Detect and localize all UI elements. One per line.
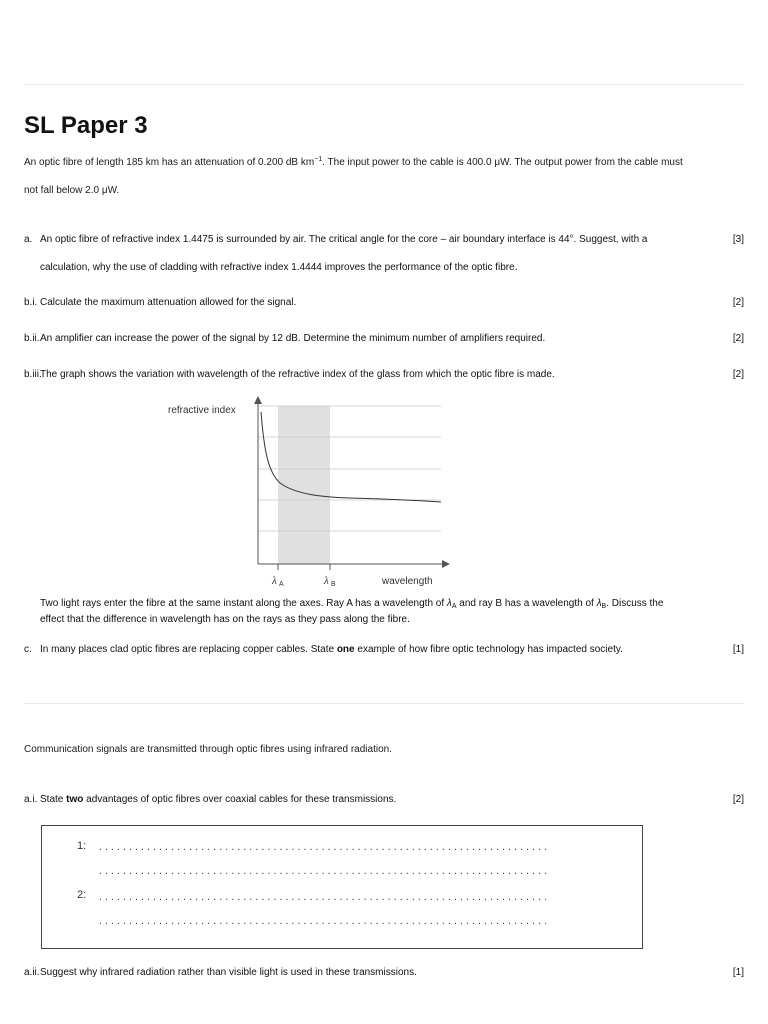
question-label: a. <box>24 234 33 245</box>
question-text <box>40 794 705 805</box>
question-text-post: example of how fibre optic technology has impacted society. <box>354 644 623 655</box>
intro-superscript: −1 <box>314 156 323 163</box>
intro-line1-end: . The input power to the cable is 400.0 μW. The output power from the cable must <box>322 157 683 168</box>
question-label: b.i. <box>24 297 38 308</box>
marks: [3] <box>732 234 744 245</box>
caption-part: and ray B has a wavelength of <box>456 598 597 609</box>
lambda-b-subscript: B <box>331 581 336 588</box>
question-label: c. <box>24 644 32 655</box>
question-label: b.ii. <box>24 333 40 344</box>
lambda-a-inline-sub: A <box>451 603 457 610</box>
page-title: SL Paper 3 <box>24 112 148 139</box>
intro-line1: An optic fibre of length 185 km has an attenuation of 0.200 dB km <box>24 157 315 168</box>
x-axis-label: wavelength <box>382 576 433 587</box>
question-text: The graph shows the variation with wavelength of the refractive index of the glass from which the optic fibre is made. <box>40 369 555 380</box>
question-text-pre: State <box>40 794 67 805</box>
section-divider <box>24 703 744 704</box>
section2-intro: Communication signals are transmitted through optic fibres using infrared radiation. <box>24 744 392 755</box>
question-text-bold: two <box>66 794 84 805</box>
top-divider <box>24 84 744 85</box>
question-text: Suggest why infrared radiation rather than visible light is used in these transmissions. <box>40 967 417 978</box>
question-label: a.ii. <box>24 967 40 978</box>
graph-caption-line2: effect that the difference in wavelength has on the rays as they pass along the fibre. <box>40 614 410 625</box>
graph-caption <box>40 598 720 609</box>
lambda-b-symbol: λ <box>324 575 329 587</box>
answer-number-1: 1: <box>77 840 87 852</box>
caption-part: Two light rays enter the fibre at the same instant along the axes. Ray A has a wavelength of <box>40 598 447 609</box>
answer-line: ........................................................................... <box>98 843 550 852</box>
marks: [2] <box>732 333 744 344</box>
marks: [2] <box>732 297 744 308</box>
question-text-post: advantages of optic fibres over coaxial cables for these transmissions. <box>83 794 397 805</box>
lambda-b-inline: λ <box>596 598 602 609</box>
section1-intro <box>24 156 749 170</box>
answer-line: ........................................................................... <box>98 867 550 876</box>
question-label: a.i. <box>24 794 38 805</box>
marks: [1] <box>732 967 744 978</box>
lambda-a-subscript: A <box>279 581 284 588</box>
marks: [2] <box>732 794 744 805</box>
shaded-band <box>278 406 330 564</box>
answer-line: ........................................................................... <box>98 893 550 902</box>
lambda-a-symbol: λ <box>272 575 277 587</box>
answer-number-2: 2: <box>77 889 87 901</box>
y-axis-label: refractive index <box>168 405 236 416</box>
question-text: An amplifier can increase the power of the signal by 12 dB. Determine the minimum number of amplifiers required. <box>40 333 546 344</box>
intro-line2: not fall below 2.0 μW. <box>24 185 120 196</box>
question-text: An optic fibre of refractive index 1.4475 is surrounded by air. The critical angle for the core – air boundary interface is 44°. Suggest, with a <box>40 234 648 245</box>
question-text-bold: one <box>336 644 355 655</box>
question-text <box>40 644 705 655</box>
question-text-pre: In many places clad optic fibres are replacing copper cables. State <box>40 644 337 655</box>
answer-line: ........................................................................... <box>98 917 550 926</box>
graph-svg <box>160 390 460 590</box>
y-axis-arrow <box>254 396 262 404</box>
caption-part: . Discuss the <box>606 598 664 609</box>
lambda-a-inline: λ <box>446 598 452 609</box>
answer-box <box>41 825 643 949</box>
question-text: Calculate the maximum attenuation allowed for the signal. <box>40 297 297 308</box>
refractive-index-graph <box>160 390 460 590</box>
x-axis-arrow <box>442 560 450 568</box>
marks: [1] <box>732 644 744 655</box>
marks: [2] <box>732 369 744 380</box>
question-label: b.iii. <box>24 369 42 380</box>
question-text-cont: calculation, why the use of cladding with refractive index 1.4444 improves the performance of the optic fibre. <box>40 262 518 273</box>
lambda-b-inline-sub: B <box>601 603 607 610</box>
